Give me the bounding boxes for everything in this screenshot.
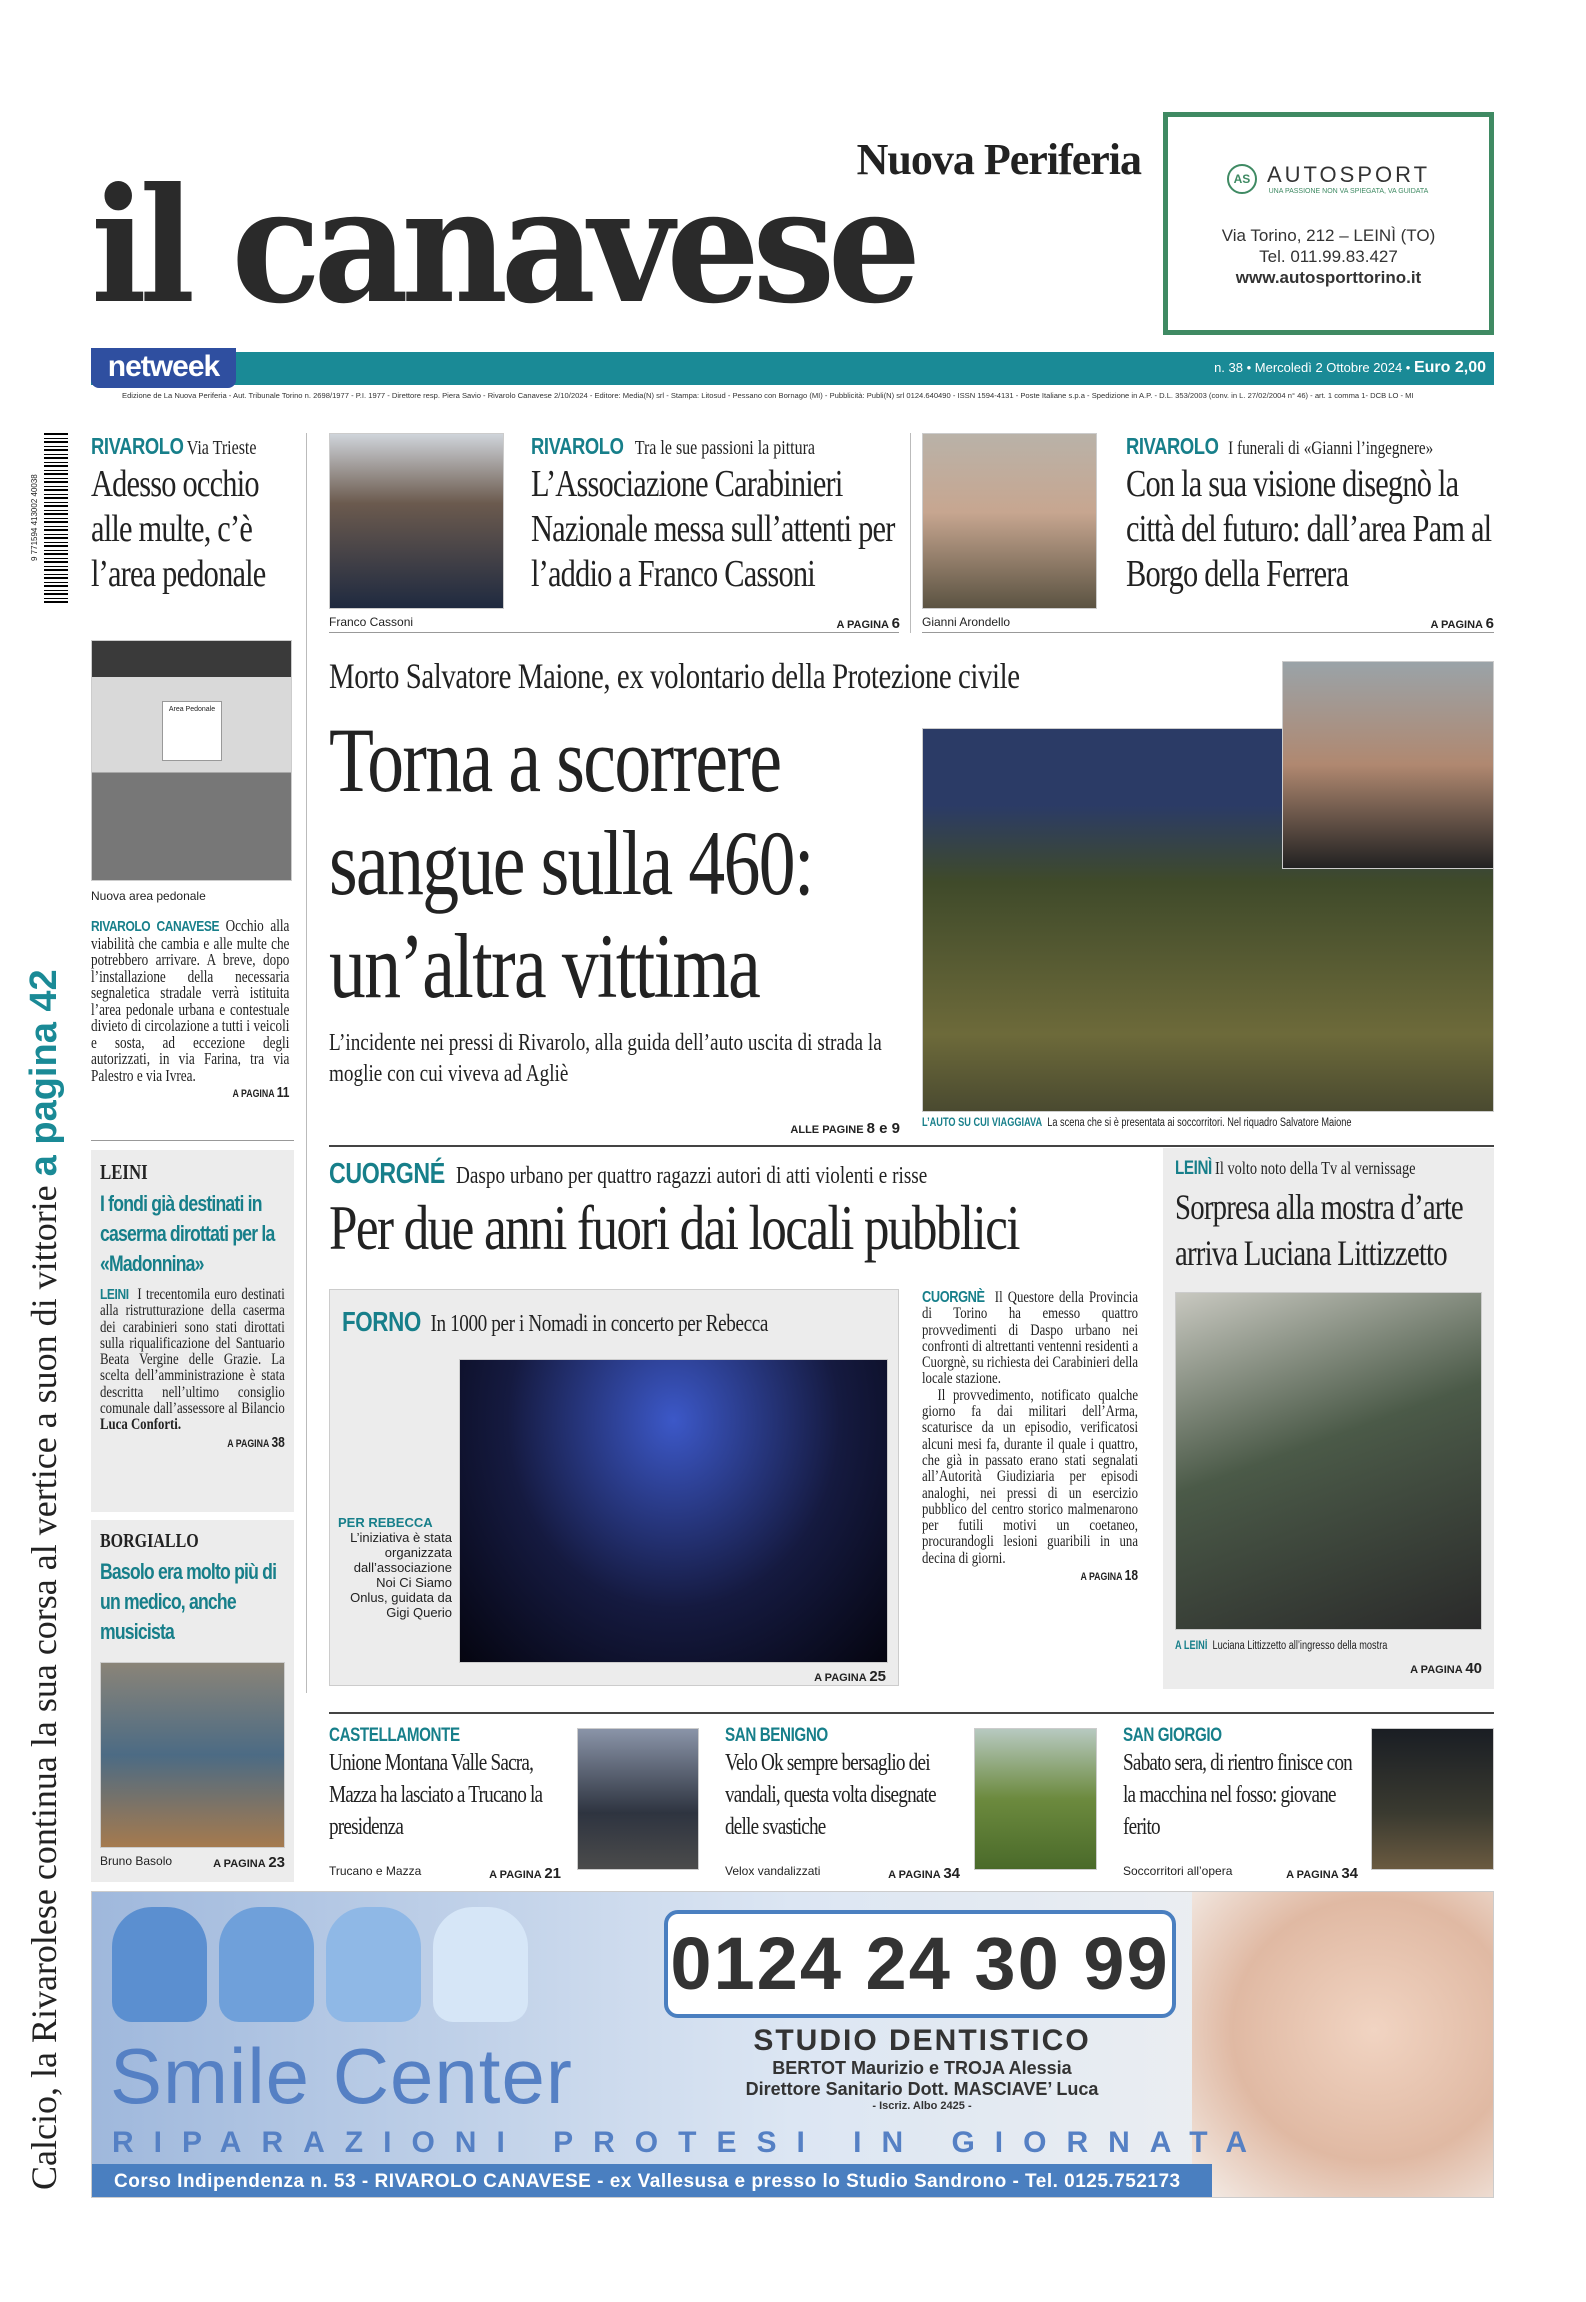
photo-area-pedonale	[91, 640, 292, 881]
photo-caption: Gianni Arondello	[922, 615, 1011, 629]
headline[interactable]: Sorpresa alla mostra d’arte arriva Luciana Littizzetto	[1175, 1187, 1463, 1273]
kicker: SAN BENIGNO	[725, 1725, 828, 1746]
page-ref[interactable]: A PAGINA 25	[814, 1668, 886, 1685]
kicker: RIVAROLO	[1126, 433, 1219, 459]
borgiallo-box[interactable]	[91, 1520, 294, 1882]
location: BORGIALLO	[100, 1530, 199, 1552]
kicker: FORNO	[342, 1306, 421, 1337]
side-banner[interactable]	[15, 605, 75, 2190]
side-banner-link[interactable]: a pagina 42	[23, 969, 65, 1177]
kicker: RIVAROLO CANAVESE	[91, 918, 220, 935]
page-ref[interactable]: A PAGINA 21	[489, 1865, 561, 1882]
column-divider	[306, 433, 307, 1693]
top-story-1[interactable]	[91, 433, 294, 597]
leini-photo-caption: A LEINÌ Luciana Littizzetto all’ingresso della mostra	[1175, 1640, 1388, 1652]
barcode-digits: 9 771594 413002 40038	[30, 474, 39, 562]
imprint: Edizione de La Nuova Periferia - Aut. Tribunale Torino n. 2698/1977 - P.I. 1977 - Direttore resp. Piera Savio - Rivarolo Canavese 2/10/2024 - Editore: Media(N) srl - Stampa: Litosud - Pessano con Bornago (MI) - Pubblicità: Publi(N) srl 0124.640490 - ISSN 1594-4131 - Poste Italiane s.p.a - Spedizione in A.P. - D.L. 353/2003 (conv. in L. 27/02/2004 n° 46) - art. 1 comma 1- DCB LO - MI	[122, 391, 1414, 400]
column-divider	[910, 433, 911, 633]
topic: In 1000 per i Nomadi in concerto per Rebecca	[430, 1311, 768, 1337]
photo-caption: Trucano e Mazza	[329, 1864, 422, 1878]
headline[interactable]: I fondi già destinati in caserma dirottati per la «Madonnina»	[100, 1191, 275, 1276]
kicker: CUORGNÉ	[329, 1158, 445, 1190]
teeth-icon	[112, 1907, 528, 2022]
autosport-logo-icon: AS	[1227, 164, 1257, 194]
cuorgne-body-block[interactable]	[922, 1290, 1138, 1584]
body-text: Occhio alla viabilità che cambia e alle multe che potrebbero arrivare. A breve, dopo l’installazione della necessaria segnaletica stradale verrà istituita l’area pedonale urbana e contestuale divieto di circolazione a tutti i veicoli e sosta, ad eccezione degli autorizzati, in via Farina, tra via Palestro e via Ivrea.	[91, 916, 290, 1085]
phone-number[interactable]: 0124 24 30 99	[664, 1910, 1176, 2018]
barcode	[44, 433, 68, 603]
photo-littizzetto	[1175, 1292, 1482, 1630]
netweek-logo: netweek	[91, 348, 236, 388]
lead-kicker: Morto Salvatore Maione, ex volontario della Protezione civile	[329, 656, 1020, 696]
top-story-3[interactable]	[1126, 433, 1494, 597]
page-ref[interactable]: A PAGINA 11	[232, 1084, 290, 1101]
leini-left-box[interactable]: LEINI I fondi già destinati in caserma dirottati per la «Madonnina» LEINI I trecentomila euro destinati alla ristrutturazione della caserma dei carabinieri sono stati dirottati sulla riqualificazione del Santuario Beata Vergine delle Grazie. La scelta dell’amministrazione è stata descritta nell’ultimo consiglio comunale dall’assessore al Bilancio Luca Conforti. A PAGINA 38	[91, 1150, 294, 1512]
topic: Il volto noto della Tv al vernissage	[1215, 1158, 1416, 1178]
top-story-2[interactable]	[531, 433, 901, 597]
photo-bruno-basolo	[100, 1662, 285, 1848]
page-ref[interactable]: A PAGINA 34	[888, 1865, 960, 1882]
bottom-story-castellamonte[interactable]	[329, 1725, 699, 1880]
topic: Tra le sue passioni la pittura	[634, 437, 816, 459]
kicker: LEINI	[100, 1286, 129, 1303]
topic: Daspo urbano per quattro ragazzi autori di atti violenti e risse	[455, 1163, 928, 1189]
forno-caption: PER REBECCA L’iniziativa è stata organizzata dall’associazione Noi Ci Siamo Onlus, guidata da Gigi Querio	[338, 1515, 452, 1620]
kicker: RIVAROLO	[531, 433, 624, 459]
page-ref[interactable]: A PAGINA 34	[1286, 1865, 1358, 1882]
side-banner-text: Calcio, la Rivarolese continua la sua corsa al vertice a suon di vittorie	[24, 1176, 64, 2190]
lead-story[interactable]	[329, 655, 1020, 1090]
page-ref[interactable]: A PAGINA 40	[1410, 1660, 1482, 1677]
divider	[329, 1712, 1494, 1714]
photo-gianni-arondello	[922, 433, 1097, 609]
photo-trucano-mazza	[577, 1728, 699, 1870]
smile-center-brand: Smile Center	[110, 2032, 573, 2120]
kicker: CASTELLAMONTE	[329, 1725, 460, 1746]
headline[interactable]: Sabato sera, di rientro finisce con la macchina nel fosso: giovane ferito	[1123, 1750, 1352, 1840]
forno-box[interactable]	[329, 1289, 899, 1686]
lead-photo-caption: L’AUTO SU CUI VIAGGIAVA La scena che si è presentata ai soccorritori. Nel riquadro Salvatore Maione	[922, 1117, 1352, 1129]
autosport-tagline: UNA PASSIONE NON VA SPIEGATA, VA GUIDATA	[1268, 188, 1429, 195]
lead-subhead: L’incidente nei pressi di Rivarolo, alla guida dell’auto uscita di strada la moglie con cui viveva ad Agliè	[329, 1030, 882, 1087]
studio-title: STUDIO DENTISTICO	[753, 2024, 1091, 2057]
kicker: LEINÌ	[1175, 1158, 1212, 1179]
masthead-title: il canavese	[91, 154, 914, 339]
page-ref[interactable]: A PAGINA 18	[1080, 1567, 1138, 1585]
photo-caption: Nuova area pedonale	[91, 889, 206, 903]
autosport-brand: AUTOSPORT	[1266, 162, 1431, 187]
photo-nomadi-concert	[459, 1359, 888, 1663]
divider	[922, 632, 1494, 633]
divider	[329, 1145, 1494, 1147]
area-pedonale-sign: Area Pedonale	[162, 701, 222, 761]
ad-address: Corso Indipendenza n. 53 - RIVAROLO CANAVESE - ex Vallesusa e presso lo Studio Sandrono - Tel. 0125.752173	[92, 2164, 1212, 2198]
photo-velox	[974, 1728, 1097, 1870]
topic: I funerali di «Gianni l’ingegnere»	[1228, 438, 1434, 459]
autosport-address: Via Torino, 212 – LEINÌ (TO)	[1221, 226, 1436, 245]
location: LEINI	[100, 1160, 148, 1184]
studio-register: - Iscriz. Albo 2425 -	[872, 2100, 972, 2112]
slogan: RIPARAZIONI PROTESI IN GIORNATA	[112, 2126, 1268, 2159]
page-ref[interactable]: A PAGINA 38	[227, 1433, 285, 1451]
photo-salvatore-maione	[1282, 661, 1494, 869]
topic: Via Trieste	[186, 437, 257, 459]
studio-director: Direttore Sanitario Dott. MASCIAVE’ Luca	[745, 2079, 1099, 2099]
headline[interactable]: Per due anni fuori dai locali pubblici	[329, 1192, 1019, 1263]
kicker: SAN GIORGIO	[1123, 1725, 1222, 1746]
cuorgne-body: CUORGNÈ Il Questore della Provincia di Torino ha emesso quattro provvedimenti di Daspo urbano nei confronti di altrettanti ventenni residenti a Cuorgnè, su richiesta dei Carabinieri della locale stazione. Il provvedimento, notificato qualche giorno fa dai militari dell’Arma, scaturisce da un episodio, verificatosi alcuni mesi fa, durante il quale i quattro, che già in passato erano stati segnalati all’Autorità Giudiziaria per episodi analoghi, nei pressi di un esercizio pubblico del centro storico malmenarono per futili motivi un coetaneo, procurandogli lesioni guaribili in una decina di giorni.	[922, 1289, 1139, 1567]
kicker: RIVAROLO	[91, 433, 184, 459]
masthead-supertitle: Nuova Periferia	[856, 135, 1141, 184]
leini-right-box[interactable]	[1163, 1148, 1494, 1689]
photo-soccorritori	[1371, 1728, 1494, 1870]
lead-headline[interactable]: Torna a scorrere sangue sulla 460: un’altra vittima	[329, 709, 813, 1017]
divider	[91, 1140, 294, 1141]
page-ref[interactable]: A PAGINA 23	[213, 1854, 285, 1871]
photo-caption: Bruno Basolo	[100, 1854, 173, 1868]
masthead	[91, 135, 1141, 339]
autosport-tel: Tel. 011.99.83.427	[1259, 247, 1398, 266]
divider	[329, 632, 899, 633]
page-ref[interactable]: A PAGINA 6	[836, 615, 900, 632]
issue-price: Euro 2,00	[1413, 359, 1486, 376]
left-story-body	[91, 918, 289, 1084]
headline[interactable]: L’Associazione Carabinieri Nazionale messa sull’attenti per l’addio a Franco Cassoni	[531, 463, 895, 595]
headline[interactable]: Velo Ok sempre bersaglio dei vandali, questa volta disegnate delle svastiche	[725, 1750, 936, 1840]
headline[interactable]: Basolo era molto più di un medico, anche musicista	[100, 1559, 277, 1644]
studio-names: BERTOT Maurizio e TROJA Alessia	[772, 2058, 1072, 2078]
bottom-story-san-giorgio[interactable]	[1123, 1725, 1494, 1880]
photo-caption: Velox vandalizzati	[725, 1864, 821, 1878]
headline[interactable]: Adesso occhio alle multe, c’è l’area pedonale	[91, 463, 266, 595]
issue-info: n. 38 • Mercoledì 2 Ottobre 2024 •	[1214, 360, 1414, 375]
headline[interactable]: Con la sua visione disegnò la città del futuro: dall’area Pam al Borgo della Ferrera	[1126, 463, 1492, 595]
page-ref[interactable]: ALLE PAGINE 8 e 9	[790, 1120, 900, 1137]
left-story[interactable]	[91, 918, 289, 1101]
photo-franco-cassoni	[329, 433, 504, 609]
smile-center-ad[interactable]	[91, 1891, 1494, 2198]
issue-bar	[91, 352, 1494, 385]
bottom-story-san-benigno[interactable]	[725, 1725, 1097, 1880]
photo-caption: Franco Cassoni	[329, 615, 414, 629]
autosport-ad[interactable]	[1163, 112, 1494, 335]
headline[interactable]: Unione Montana Valle Sacra, Mazza ha lasciato a Trucano la presidenza	[329, 1750, 543, 1840]
page-ref[interactable]: A PAGINA 6	[1430, 615, 1494, 632]
photo-caption: Soccorritori all’opera	[1123, 1864, 1233, 1878]
cuorgne-story[interactable]	[329, 1158, 1153, 1265]
autosport-web[interactable]: www.autosporttorino.it	[1235, 268, 1422, 287]
